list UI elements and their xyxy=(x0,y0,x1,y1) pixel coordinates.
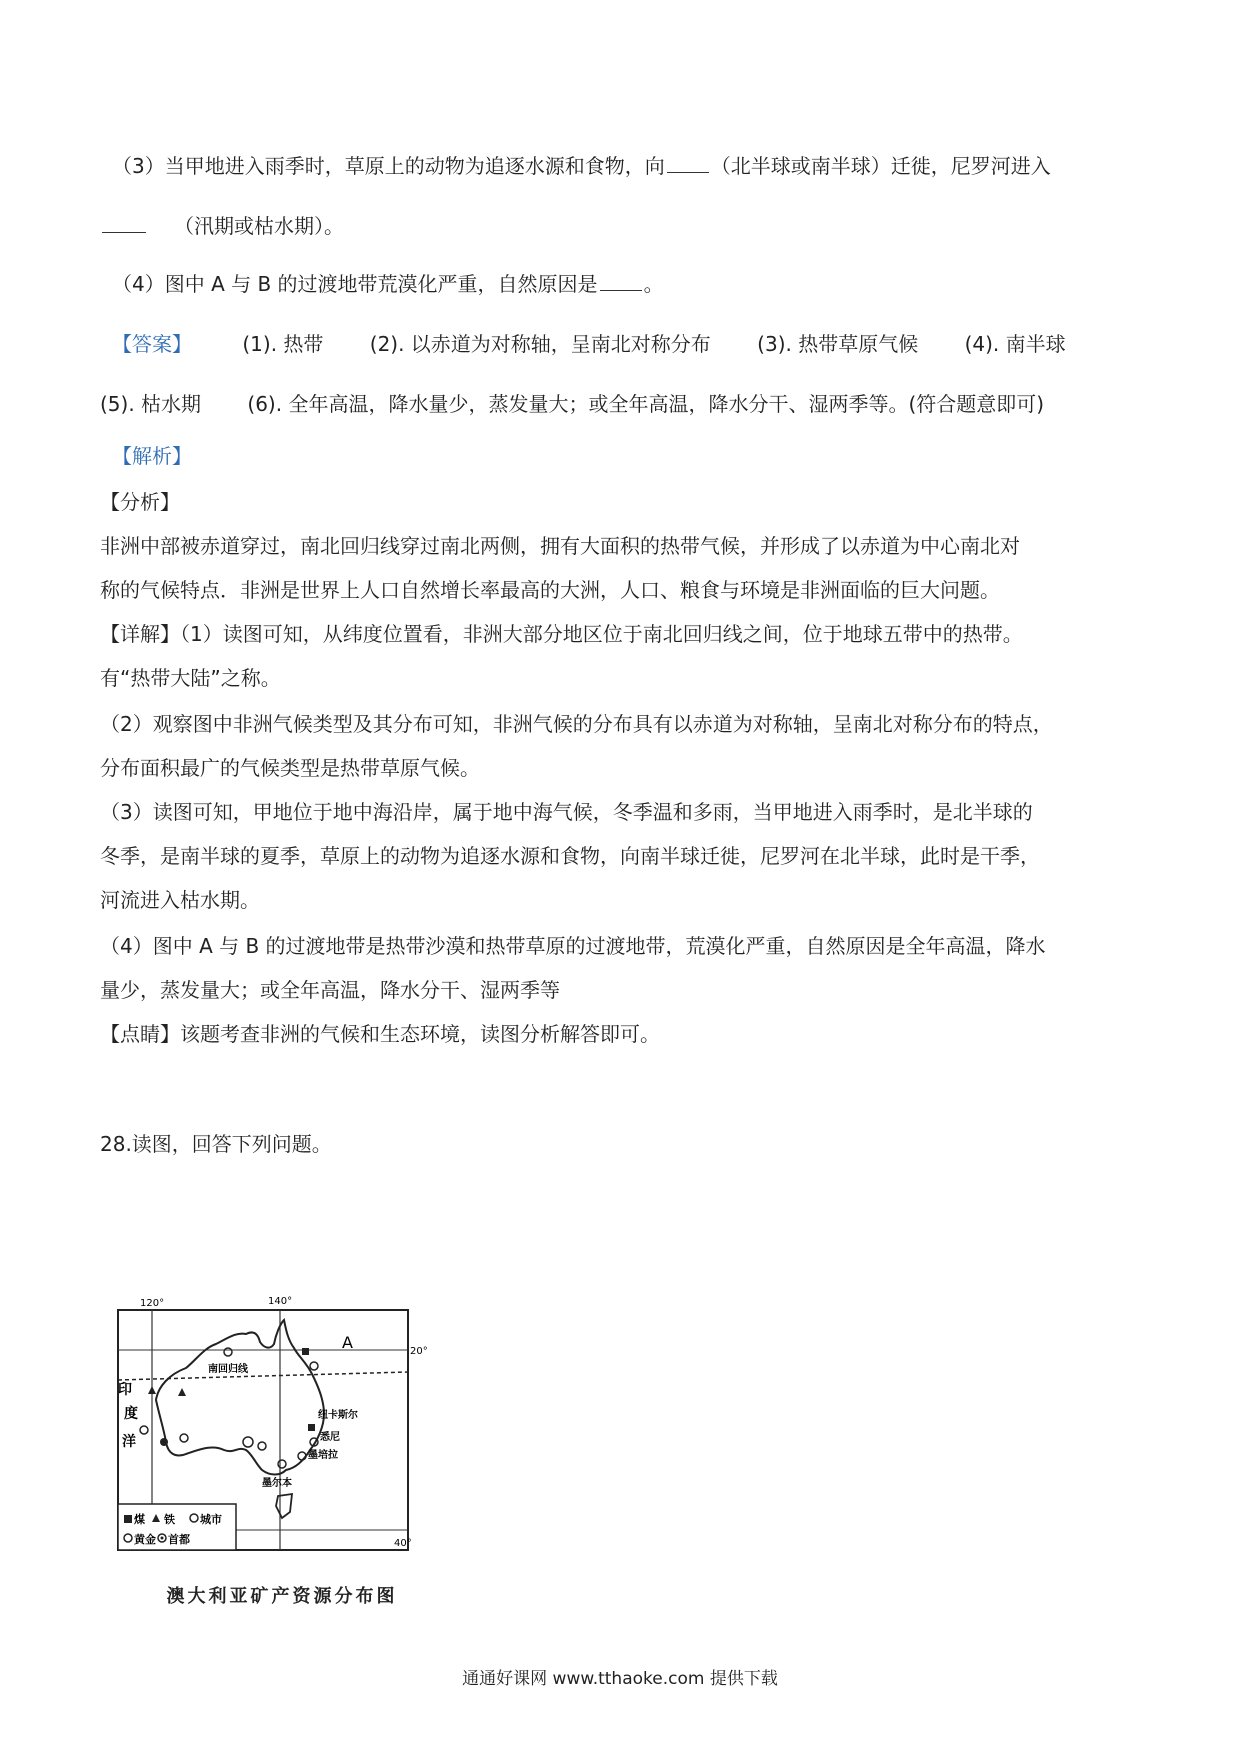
q3-blank-hemisphere[interactable] xyxy=(667,154,709,173)
q3-line-1 xyxy=(112,150,1051,179)
answer-item: (1). 热带 xyxy=(242,332,324,356)
city-symbol xyxy=(310,1362,318,1370)
q4-blank[interactable] xyxy=(600,272,642,291)
lon-120-label: 120° xyxy=(140,1298,165,1309)
detail-4a: （4）图中 A 与 B 的过渡地带是热带沙漠和热带草原的过渡地带，荒漠化严重，自然原因是全年高温，降水 xyxy=(100,934,1046,958)
q3-text-2: （北半球或南半球）迁徙，尼罗河进入 xyxy=(710,154,1051,178)
answer-item: (2). 以赤道为对称轴，呈南北对称分布 xyxy=(369,332,711,356)
legend-gold-label: 黄金 xyxy=(134,1533,156,1546)
ocean-label-3: 洋 xyxy=(122,1434,136,1450)
lat-20-label: 20° xyxy=(410,1346,428,1357)
fenxi-para-1: 非洲中部被赤道穿过，南北回归线穿过南北两侧，拥有大面积的热带气候，并形成了以赤道为中心南北对 xyxy=(100,534,1020,558)
tropic-label: 南回归线 xyxy=(208,1364,248,1375)
legend-iron-label: 铁 xyxy=(164,1513,175,1526)
q3-text-3: （汛期或枯水期）。 xyxy=(174,214,344,238)
detail-2b: 分布面积最广的气候类型是热带草原气候。 xyxy=(100,756,480,780)
city-newcastle-label: 纽卡斯尔 xyxy=(318,1410,358,1421)
city-symbol xyxy=(243,1437,253,1447)
analysis-tag: 【解析】 xyxy=(112,444,192,468)
lat-40-label: 40° xyxy=(394,1538,412,1549)
detail-3b: 冬季，是南半球的夏季，草原上的动物为追逐水源和食物，向南半球迁徙，尼罗河在北半球，此时是干季， xyxy=(100,844,1040,868)
tasmania-outline xyxy=(276,1494,292,1518)
australia-mineral-map xyxy=(112,1290,442,1620)
tropic-line xyxy=(118,1372,408,1380)
ocean-label-2: 度 xyxy=(124,1406,138,1422)
detail-3a: （3）读图可知，甲地位于地中海沿岸，属于地中海气候，冬季温和多雨，当甲地进入雨季时，是北半球的 xyxy=(100,800,1033,824)
coal-symbol xyxy=(302,1348,309,1355)
legend-coal-label: 煤 xyxy=(134,1513,145,1526)
legend-coal-icon xyxy=(124,1515,132,1523)
lon-140-label: 140° xyxy=(268,1296,293,1307)
city-symbol xyxy=(258,1442,266,1450)
ocean-label-1: 印 xyxy=(118,1382,132,1398)
q4-text-1: （4）图中 A 与 B 的过渡地带荒漠化严重，自然原因是 xyxy=(112,272,598,296)
iron-symbol xyxy=(148,1386,156,1394)
page-footer: 通通好课网 www.tthaoke.com 提供下载 xyxy=(462,1669,778,1689)
city-symbol xyxy=(180,1434,188,1442)
iron-symbol xyxy=(178,1388,186,1396)
label-A: A xyxy=(342,1333,353,1352)
answer-item: (4). 南半球 xyxy=(964,332,1066,356)
city-symbol xyxy=(278,1460,286,1468)
answer-row-2 xyxy=(100,388,1044,417)
dianjing: 【点睛】该题考查非洲的气候和生态环境，读图分析解答即可。 xyxy=(100,1022,660,1046)
q3-text-1: （3）当甲地进入雨季时，草原上的动物为追逐水源和食物，向 xyxy=(112,154,665,178)
gold-symbol xyxy=(160,1438,168,1446)
detail-3c: 河流进入枯水期。 xyxy=(100,888,260,912)
fenxi-para-2: 称的气候特点．非洲是世界上人口自然增长率最高的大洲，人口、粮食与环境是非洲面临的巨大问题。 xyxy=(100,578,1000,602)
q3-blank-season[interactable] xyxy=(102,214,146,233)
legend-city-label: 城市 xyxy=(200,1513,222,1526)
map-title: 澳大利亚矿产资源分布图 xyxy=(166,1586,398,1607)
detail-4b: 量少，蒸发量大；或全年高温，降水分干、湿两季等 xyxy=(100,978,560,1002)
answer-tag: 【答案】 xyxy=(112,332,192,356)
map-figure xyxy=(112,1290,442,1590)
legend-capital-label: 首都 xyxy=(168,1533,190,1546)
australia-outline xyxy=(156,1320,324,1475)
answer-item: (3). 热带草原气候 xyxy=(757,332,919,356)
detail-2a: （2）观察图中非洲气候类型及其分布可知，非洲气候的分布具有以赤道为对称轴，呈南北对称分布的特点， xyxy=(100,712,1053,736)
city-wollongong-label: 墨培拉 xyxy=(308,1450,338,1461)
detail-1b: 有“热带大陆”之称。 xyxy=(100,666,281,690)
coal-symbol xyxy=(308,1424,315,1431)
city-symbol xyxy=(224,1348,232,1356)
city-sydney-label: 悉尼 xyxy=(320,1432,340,1443)
answer-item: (6). 全年高温，降水量少，蒸发量大；或全年高温，降水分干、湿两季等。(符合题意即可) xyxy=(247,392,1045,416)
fenxi-heading: 【分析】 xyxy=(100,490,180,514)
q3-line-2 xyxy=(100,210,344,239)
answer-item: (5). 枯水期 xyxy=(100,392,202,416)
q4-line xyxy=(112,268,664,297)
answer-row-1 xyxy=(112,328,1066,357)
q4-text-2: 。 xyxy=(643,272,664,296)
city-symbol xyxy=(140,1426,148,1434)
detail-1a: 【详解】（1）读图可知，从纬度位置看，非洲大部分地区位于南北回归线之间，位于地球五带中的热带。 xyxy=(100,622,1023,646)
question-28: 28.读图，回答下列问题。 xyxy=(100,1132,332,1156)
city-melbourne-label: 墨尔本 xyxy=(262,1478,292,1489)
